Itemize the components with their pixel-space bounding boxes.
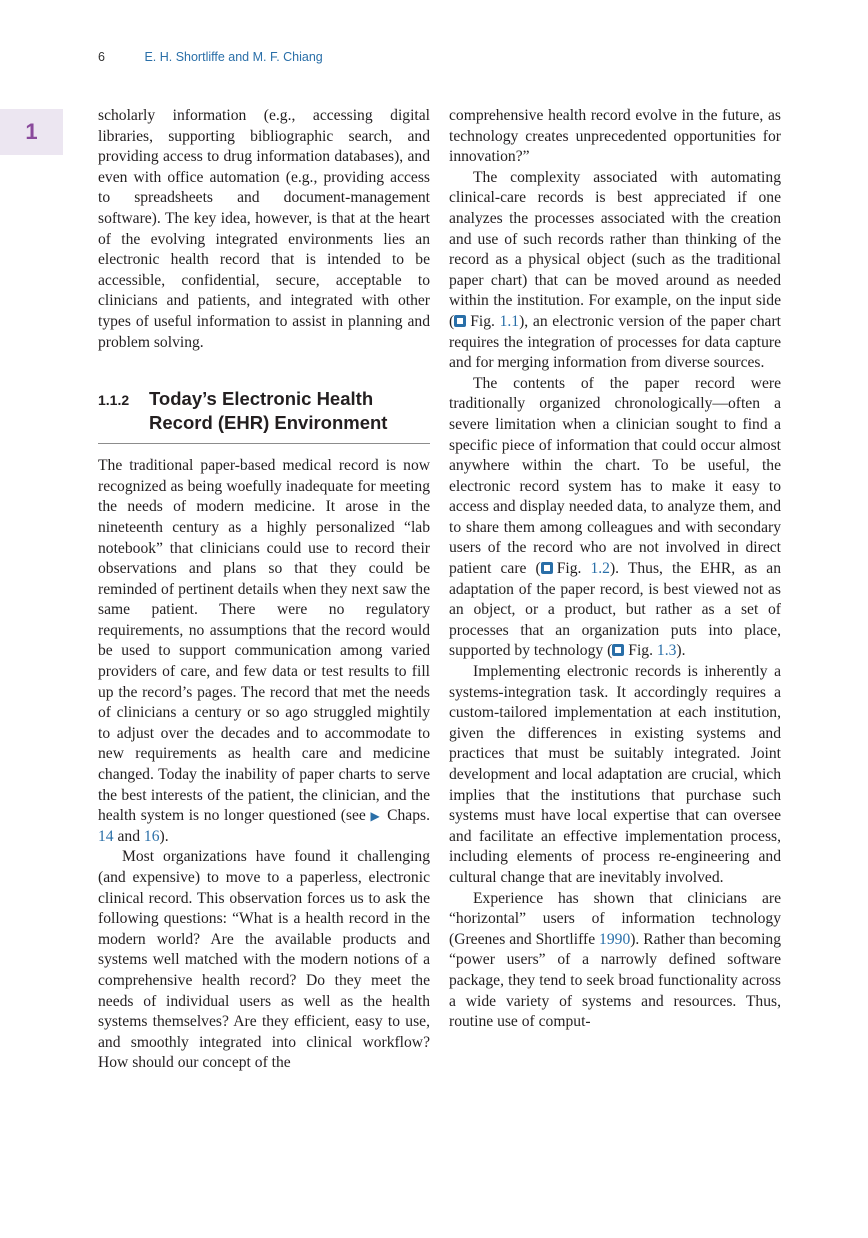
figure-link-1-1[interactable]: 1.1 bbox=[499, 312, 520, 330]
left-column bbox=[98, 106, 430, 1074]
figure-link-1-3[interactable]: 1.3 bbox=[656, 642, 677, 660]
chapter-link-16[interactable]: 16 bbox=[143, 827, 160, 845]
section-divider bbox=[98, 443, 430, 444]
right-column bbox=[449, 106, 781, 1033]
running-authors: E. H. Shortliffe and M. F. Chiang bbox=[144, 50, 323, 64]
paragraph: The complexity associated with automating clinical-care records is best appreciated if one analyzes the processes associated with the creation and use of such records rather than thinking of the record as a physical object (such as the traditional paper chart) that can be moved around as needed within the institution. For example, on the input side ( Fig. 1.1), an electronic version of the paper chart requires the integration of processes for data capture and for merging information from diverse sources. bbox=[449, 168, 781, 372]
section-number: 1.1.2 bbox=[98, 392, 130, 409]
paragraph: The traditional paper-based medical record is now recognized as being woefully inadequate for meeting the needs of modern medicine. It arose in the nineteenth century as a highly personalized “lab notebook” that clinicians could use to record their observations and plans so that they could be reminded of pertinent details when they next saw the same patient. There were no regulatory requirements, no assumptions that the record would be used to support communication among varied providers of care, and few data or test results to fill up the record’s pages. The record that met the needs of clinicians a century or so ago struggled mightily to adjust over the decades and to accommodate to new requirements as health care and medicine changed. Today the inability of paper charts to serve the best interests of the patient, the clinician, and the health system is no longer questioned (see ▶ Chaps. 14 and 16). bbox=[98, 457, 430, 845]
chapter-reference-arrow-icon: ▶ bbox=[370, 809, 381, 824]
paragraph: scholarly information (e.g., accessing digital libraries, supporting bibliographic search, and providing access to drug information databases), and even with office automation (e.g., providing access to spreadsheets and document-management software). The key idea, however, is that at the heart of the evolving integrated environments lies an electronic health record that is intended to be accessible, confidential, secure, acceptable to clinicians and patients, and integrated with other types of useful information to assist in planning and problem solving. bbox=[98, 107, 430, 351]
chapter-number: 1 bbox=[25, 119, 38, 144]
page-number: 6 bbox=[98, 50, 105, 64]
chapter-tab bbox=[0, 109, 63, 155]
paragraph: Implementing electronic records is inherently a systems-integration task. It accordingly requires a custom-tailored implementation at each institution, given the differences in existing systems and practices that must be suitably integrated. Joint development and local adaptation are crucial, which implies that the institutions that purchase such systems must have local expertise that can oversee and facilitate an effective implementation process, including elements of process re-engineering and cultural change that are inevitably involved. bbox=[449, 663, 781, 886]
paragraph: Most organizations have found it challenging (and expensive) to move to a paperless, electronic clinical record. This observation forces us to ask the following questions: “What is a health record in the modern world? Are the available products and systems well matched with the modern notions of a comprehensive health record? Do they meet the needs of individual users as well as the health systems themselves? Are they efficient, easy to use, and smoothly integrated into clinical workflow? How should our concept of the bbox=[98, 848, 430, 1072]
figure-reference-icon bbox=[454, 315, 466, 327]
paragraph: comprehensive health record evolve in the future, as technology creates unprecedented opportunities for innovation?” bbox=[449, 107, 781, 166]
paragraph: The contents of the paper record were traditionally organized chronologically—often a severe limitation when a clinician sought to find a specific piece of information that could occur almost anywhere within the chart. To be useful, the electronic record system has to make it easy to access and display needed data, to analyze them, and to share them among colleagues and with secondary users of the record who are not involved in direct patient care ( Fig. 1.2). Thus, the EHR, as an adaptation of the paper record, is best viewed not as an object, or a product, but rather as a set of processes that an organization puts into place, supported by technology ( Fig. 1.3). bbox=[449, 374, 781, 660]
paragraph: Experience has shown that clinicians are “horizontal” users of information technology (Greenes and Shortliffe 1990). Rather than becoming “power users” of a narrowly defined software package, they tend to seek broad functionality across a wide variety of systems and resources. Thus, routine use of comput- bbox=[449, 889, 781, 1031]
figure-link-1-2[interactable]: 1.2 bbox=[590, 560, 610, 578]
figure-reference-icon bbox=[541, 562, 553, 574]
citation-link-1990[interactable]: 1990 bbox=[599, 930, 631, 948]
running-header bbox=[98, 50, 323, 64]
figure-reference-icon bbox=[612, 644, 624, 656]
chapter-link-14[interactable]: 14 bbox=[98, 827, 114, 845]
section-heading bbox=[98, 387, 430, 435]
section-title: Today’s Electronic Health Record (EHR) Environment bbox=[149, 388, 388, 434]
